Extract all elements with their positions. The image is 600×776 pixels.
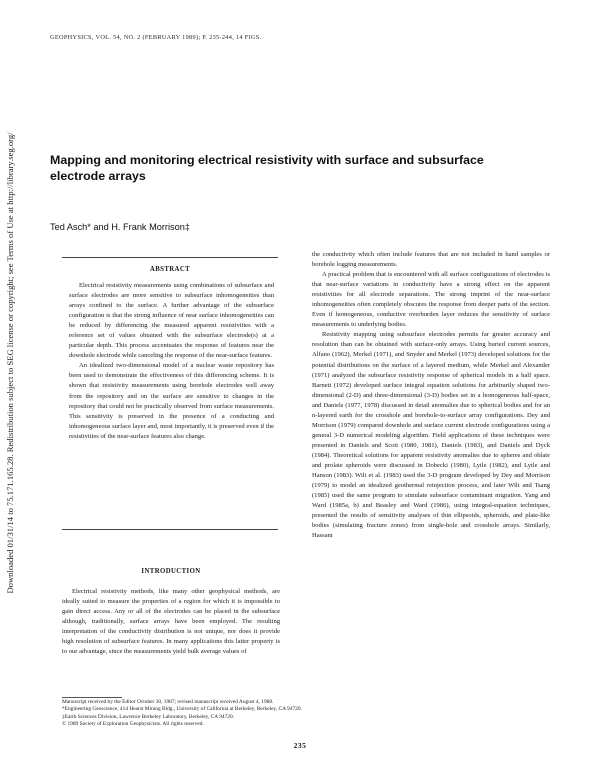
introduction-body	[62, 587, 280, 657]
article-authors: Ted Asch* and H. Frank Morrison‡	[50, 222, 190, 232]
right-column-body	[312, 250, 550, 541]
introduction-paragraph: Electrical resistivity methods, like many other geophysical methods, are ideally suited to measure the properties of a region for which it is impossible to gain direct access. Any or all of the electrodes can be placed in the subsurface although, traditionally, surface arrays have been employed. The resulting interpretation of the conductivity distribution is not unique, nor does it provide high resolution of subsurface features. In many applications this latter property is to our advantage, since the measurements yield bulk average values of	[62, 588, 280, 656]
introduction-heading: INTRODUCTION	[141, 568, 201, 575]
running-head: GEOPHYSICS, VOL. 54, NO. 2 (FEBRUARY 1989); P. 235-244, 14 FIGS.	[50, 34, 262, 41]
download-stamp-text: Downloaded 01/31/14 to 75.171.165.28. Redistribution subject to SEG license or copyright; see Terms of Use at http://library.seg.org/	[5, 132, 15, 594]
footnote-affiliation-2: ‡Earth Sciences Division, Lawrence Berkeley Laboratory, Berkeley, CA 94720.	[62, 713, 235, 720]
body-paragraph: A practical problem that is encountered with all surface configurations of electrodes is that near-surface variations in conductivity have a strong effect on the apparent resistivities for all electrode separations. The strong imprint of the near-surface inhomogeneities often completely obscures the response from deeper parts of the section. Even if homogeneous, conductive overburden layer reduces the sensitivity of surface measurements to underlying bodies.	[312, 271, 550, 329]
abstract-body	[69, 281, 274, 442]
page-number: 235	[293, 741, 307, 750]
abstract-heading: ABSTRACT	[149, 266, 191, 273]
article-title: Mapping and monitoring electrical resistivity with surface and subsurface electrode arrays	[50, 153, 484, 183]
footnote-manuscript: Manuscript received by the Editor October 30, 1987; revised manuscript received August 4, 1988.	[62, 699, 274, 705]
footnote-rule	[62, 697, 122, 698]
footnote-copyright: © 1989 Society of Exploration Geophysicists. All rights reserved.	[62, 721, 204, 728]
abstract-paragraph: Electrical resistivity measurements using combinations of subsurface and surface electrodes are more sensitive to subsurface inhomogeneities than arrays confined to the surface. A further advantage of the subsurface configuration is that the strong influence of near surface inhomogeneities can be reduced by differencing the measured apparent resistivities with a reference set of values obtained with the subsurface electrode(s) at a particular depth. This process accentuates the response of features near the downhole electrode while canceling the response of the near-surface features.	[69, 282, 274, 360]
body-paragraph: the conductivity which often include features that are not included in hand samples or borehole logging measurements.	[312, 251, 550, 269]
abstract-paragraph: An idealized two-dimensional model of a nuclear waste repository has been used to demonstrate the effectiveness of this differencing scheme. It is shown that resistivity measurements using borehole electrodes well away from the repository and on the surface are sensitive to changes in the repository that could not be practically observed from surface measurements. This sensitivity is preserved in the presence of a conducting and inhomogeneous surface layer and, most importantly, it is preserved even if the resistivities of the near-surface features also change.	[69, 362, 274, 440]
footnotes	[62, 699, 462, 729]
body-paragraph: Resistivity mapping using subsurface electrodes permits far greater accuracy and resolution than can be obtained with surface-only arrays. Using buried current sources, Alfano (1962), Merkel (1971), and Snyder and Merkel (1973) developed solutions for the potential distributions on the surface of a layered medium, while Merkel and Alexander (1971) analyzed the subsurface resistivity response of spherical models in a half space. Barnett (1972) developed surface integral equation solutions for arbitrarily shaped two-dimensional (2-D) and three-dimensional (3-D) bodies set in a homogeneous half-space, and Daniels (1977, 1978) discussed in detail anomalies due to spherical bodies and for an n-layered earth for the crosshole and borehole-to-surface array configurations. Dey and Morrison (1979) compared downhole and surface current electrode configurations using a general 3-D numerical modeling algorithm. Field applications of these techniques were presented in Daniels and Scott (1980, 1981), Daniels (1983), and Daniels and Dyck (1984). Theoretical solutions for apparent resistivity anomalies due to spheres and oblate and prolate spheroids were discussed in Dobecki (1980), Lytle (1982), and Lytle and Hanson (1983). Wilt et al. (1983) used the 3-D program developed by Dey and Morrison (1979) to model an idealized geothermal reinjection process, and later Wilt and Tsang (1985) used the same program to simulate subsurface contaminant migration. Yang and Ward (1985a, b) and Beasley and Ward (1986), using integral-equation techniques, presented the results of sensitivity analyses of thin ellipsoids, spheroids, and plate-like bodies (simulating fracture zones) from single-hole and crosshole arrays. Similarly, Hassani	[312, 331, 550, 540]
download-stamp	[3, 128, 17, 598]
footnote-affiliation-1: *Engineering Geoscience, 414 Hearst Mining Bldg., University of California at Berkeley, Berkeley, CA 94720.	[62, 706, 302, 713]
